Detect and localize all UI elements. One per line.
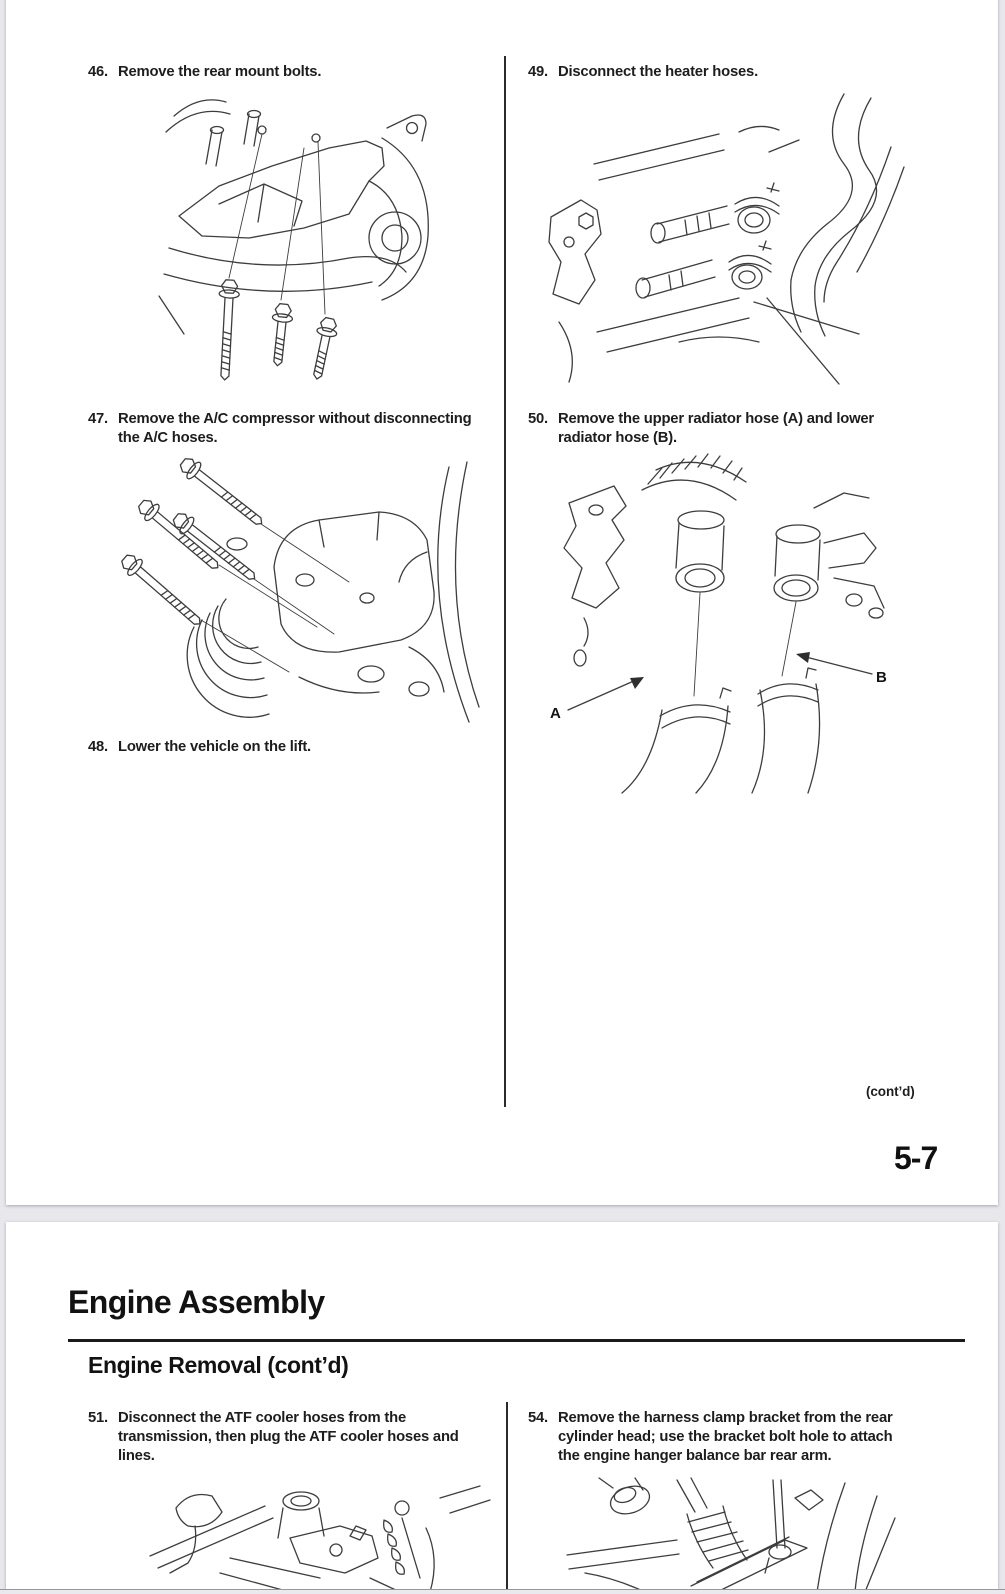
continued-note: (cont’d) [866, 1084, 915, 1099]
step-text: Remove the upper radiator hose (A) and lower [558, 411, 874, 427]
figure-harness-clamp-bracket [555, 1478, 905, 1594]
step-text: the A/C hoses. [118, 430, 218, 446]
step-text: Disconnect the heater hoses. [558, 64, 758, 80]
figure-heater-hoses [539, 92, 904, 392]
step-text: lines. [118, 1448, 155, 1464]
manual-page-next [6, 1222, 998, 1594]
hose-label-b: B [876, 669, 887, 686]
hose-label-a: A [550, 705, 561, 722]
step-text: Remove the rear mount bolts. [118, 64, 322, 80]
page-number: 5-7 [894, 1140, 938, 1176]
step-51 [88, 1409, 459, 1466]
step-number: 47. [88, 411, 108, 427]
figure-rear-mount-bolts [144, 86, 434, 398]
step-text: Lower the vehicle on the lift. [118, 739, 311, 755]
step-number: 51. [88, 1410, 108, 1426]
step-48 [88, 738, 311, 757]
step-number: 48. [88, 739, 108, 755]
section-title: Engine Assembly [68, 1284, 325, 1320]
step-54 [528, 1409, 893, 1466]
figure-ac-compressor [109, 452, 479, 737]
step-text: Disconnect the ATF cooler hoses from the [118, 1410, 406, 1426]
manual-page-5-7 [6, 0, 998, 1205]
viewport-bottom-edge [0, 1589, 1005, 1594]
step-46 [88, 63, 321, 82]
step-text: Remove the harness clamp bracket from the rear [558, 1410, 893, 1426]
step-number: 46. [88, 64, 108, 80]
subsection-title: Engine Removal (cont’d) [88, 1352, 349, 1378]
step-text: Remove the A/C compressor without disconnecting [118, 411, 472, 427]
column-divider [504, 56, 506, 1107]
step-50 [528, 410, 874, 448]
column-divider [506, 1402, 508, 1594]
step-number: 54. [528, 1410, 548, 1426]
figure-radiator-hoses [524, 448, 894, 793]
step-47 [88, 410, 471, 448]
step-text: cylinder head; use the bracket bolt hole to attach [558, 1429, 893, 1445]
step-text: radiator hose (B). [558, 430, 677, 446]
step-text: transmission, then plug the ATF cooler hoses and [118, 1429, 459, 1445]
section-rule [68, 1339, 965, 1342]
step-number: 50. [528, 411, 548, 427]
step-number: 49. [528, 64, 548, 80]
figure-atf-cooler-hoses [140, 1478, 490, 1594]
step-49 [528, 63, 758, 82]
step-text: the engine hanger balance bar rear arm. [558, 1448, 832, 1464]
